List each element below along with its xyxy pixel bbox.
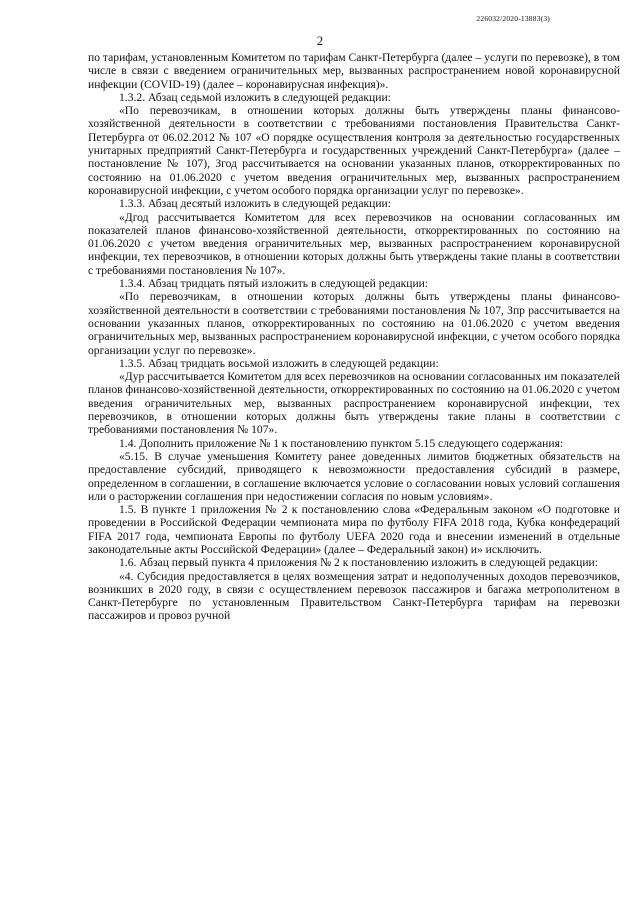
paragraph-1-3-2-text: «По перевозчикам, в отношении которых должны быть утверждены планы финансово-хозяйственной деятельности в соответствии с требованиями постановления Правительства Санкт-Петербурга от 06.02.2012 № 107 «О порядке осуществления контроля за деятельностью государственных унитарных предприятий Санкт-Петербурга и государственных учреждений Санкт-Петербурга» (далее – постановление № 107), Згод рассчитывается на основании указанных планов, откорректированных по состоянию на 01.06.2020 с учетом введения ограничительных мер, вызванных распространением коронавирусной инфекции, с учетом особого порядка организации услуг по перевозке».	[88, 104, 620, 197]
paragraph-1-3-5-text: «Дур рассчитывается Комитетом для всех перевозчиков на основании согласованных им показателей планов финансово-хозяйственной деятельности, откорректированных по состоянию на 01.06.2020 с учетом введения ограничительных мер, вызванных распространением коронавирусной инфекции, тех перевозчиков, в отношении которых должны быть утверждены такие планы в соответствии с требованиями постановления № 107».	[88, 370, 620, 437]
page-number: 2	[316, 34, 324, 48]
paragraph-1-3-4-text: «По перевозчикам, в отношении которых должны быть утверждены планы финансово-хозяйственной деятельности в соответствии с требованиями постановления № 107, Зпр рассчитывается на основании указанных планов, откорректированных по состоянию на 01.06.2020 с учетом введения ограничительных мер, вызванных распространением коронавирусной инфекции, с учетом особого порядка организации услуг по перевозке».	[88, 290, 620, 357]
paragraph-1-3-5-heading: 1.3.5. Абзац тридцать восьмой изложить в следующей редакции:	[119, 356, 439, 370]
paragraph-1-3-2-heading: 1.3.2. Абзац седьмой изложить в следующей редакции:	[119, 90, 391, 104]
paragraph-1-4: 1.4. Дополнить приложение № 1 к постановлению пунктом 5.15 следующего содержания:	[119, 436, 564, 450]
paragraph-1-6-heading: 1.6. Абзац первый пункта 4 приложения № 2 к постановлению изложить в следующей редакции:	[119, 556, 598, 570]
paragraph-continuation: по тарифам, установленным Комитетом по тарифам Санкт-Петербурга (далее – услуги по перевозке), в том числе в связи с введением ограничительных мер, вызванных распространением новой коронавирусной инфекции (COVID-19) (далее – коронавирусная инфекция)».	[88, 51, 620, 91]
paragraph-1-5: 1.5. В пункте 1 приложения № 2 к постановлению слова «Федеральным законом «О подготовке и проведении в Российской Федерации чемпионата мира по футболу FIFA 2018 года, Кубка конфедераций FIFA 2017 года, чемпионата Европы по футболу UEFA 2020 года и внесении изменений в отдельные законодательные акты Российской Федерации» (далее – Федеральный закон) и» исключить.	[88, 503, 620, 556]
document-registration-code: 226032/2020-13883(3)	[476, 14, 550, 23]
paragraph-1-6-text: «4. Субсидия предоставляется в целях возмещения затрат и недополученных доходов перевозчиков, возникших в 2020 году, в связи с осуществлением перевозок пассажиров и багажа метрополитеном в Санкт-Петербурге по установленным Правительством Санкт-Петербурга тарифам на перевозки пассажиров и провоз ручной	[88, 569, 620, 623]
document-body	[88, 51, 620, 623]
paragraph-1-3-4-heading: 1.3.4. Абзац тридцать пятый изложить в следующей редакции:	[119, 277, 429, 291]
paragraph-1-3-3-heading: 1.3.3. Абзац десятый изложить в следующей редакции:	[119, 197, 391, 211]
paragraph-5-15: «5.15. В случае уменьшения Комитету ранее доведенных лимитов бюджетных обязательств на предоставление субсидий, приводящего к невозможности предоставления субсидий в размере, определенном в соглашении, в соглашение включается условие о согласовании новых условий соглашения или о расторжении соглашения при недостижении согласия по новым условиям».	[88, 449, 620, 503]
paragraph-1-3-3-text: «Дгод рассчитывается Комитетом для всех перевозчиков на основании согласованных им показателей планов финансово-хозяйственной деятельности, откорректированных по состоянию на 01.06.2020 с учетом введения ограничительных мер, вызванных распространением коронавирусной инфекции, тех перевозчиков, в отношении которых должны быть утверждены такие планы в соответствии с требованиями постановления № 107».	[88, 210, 620, 277]
